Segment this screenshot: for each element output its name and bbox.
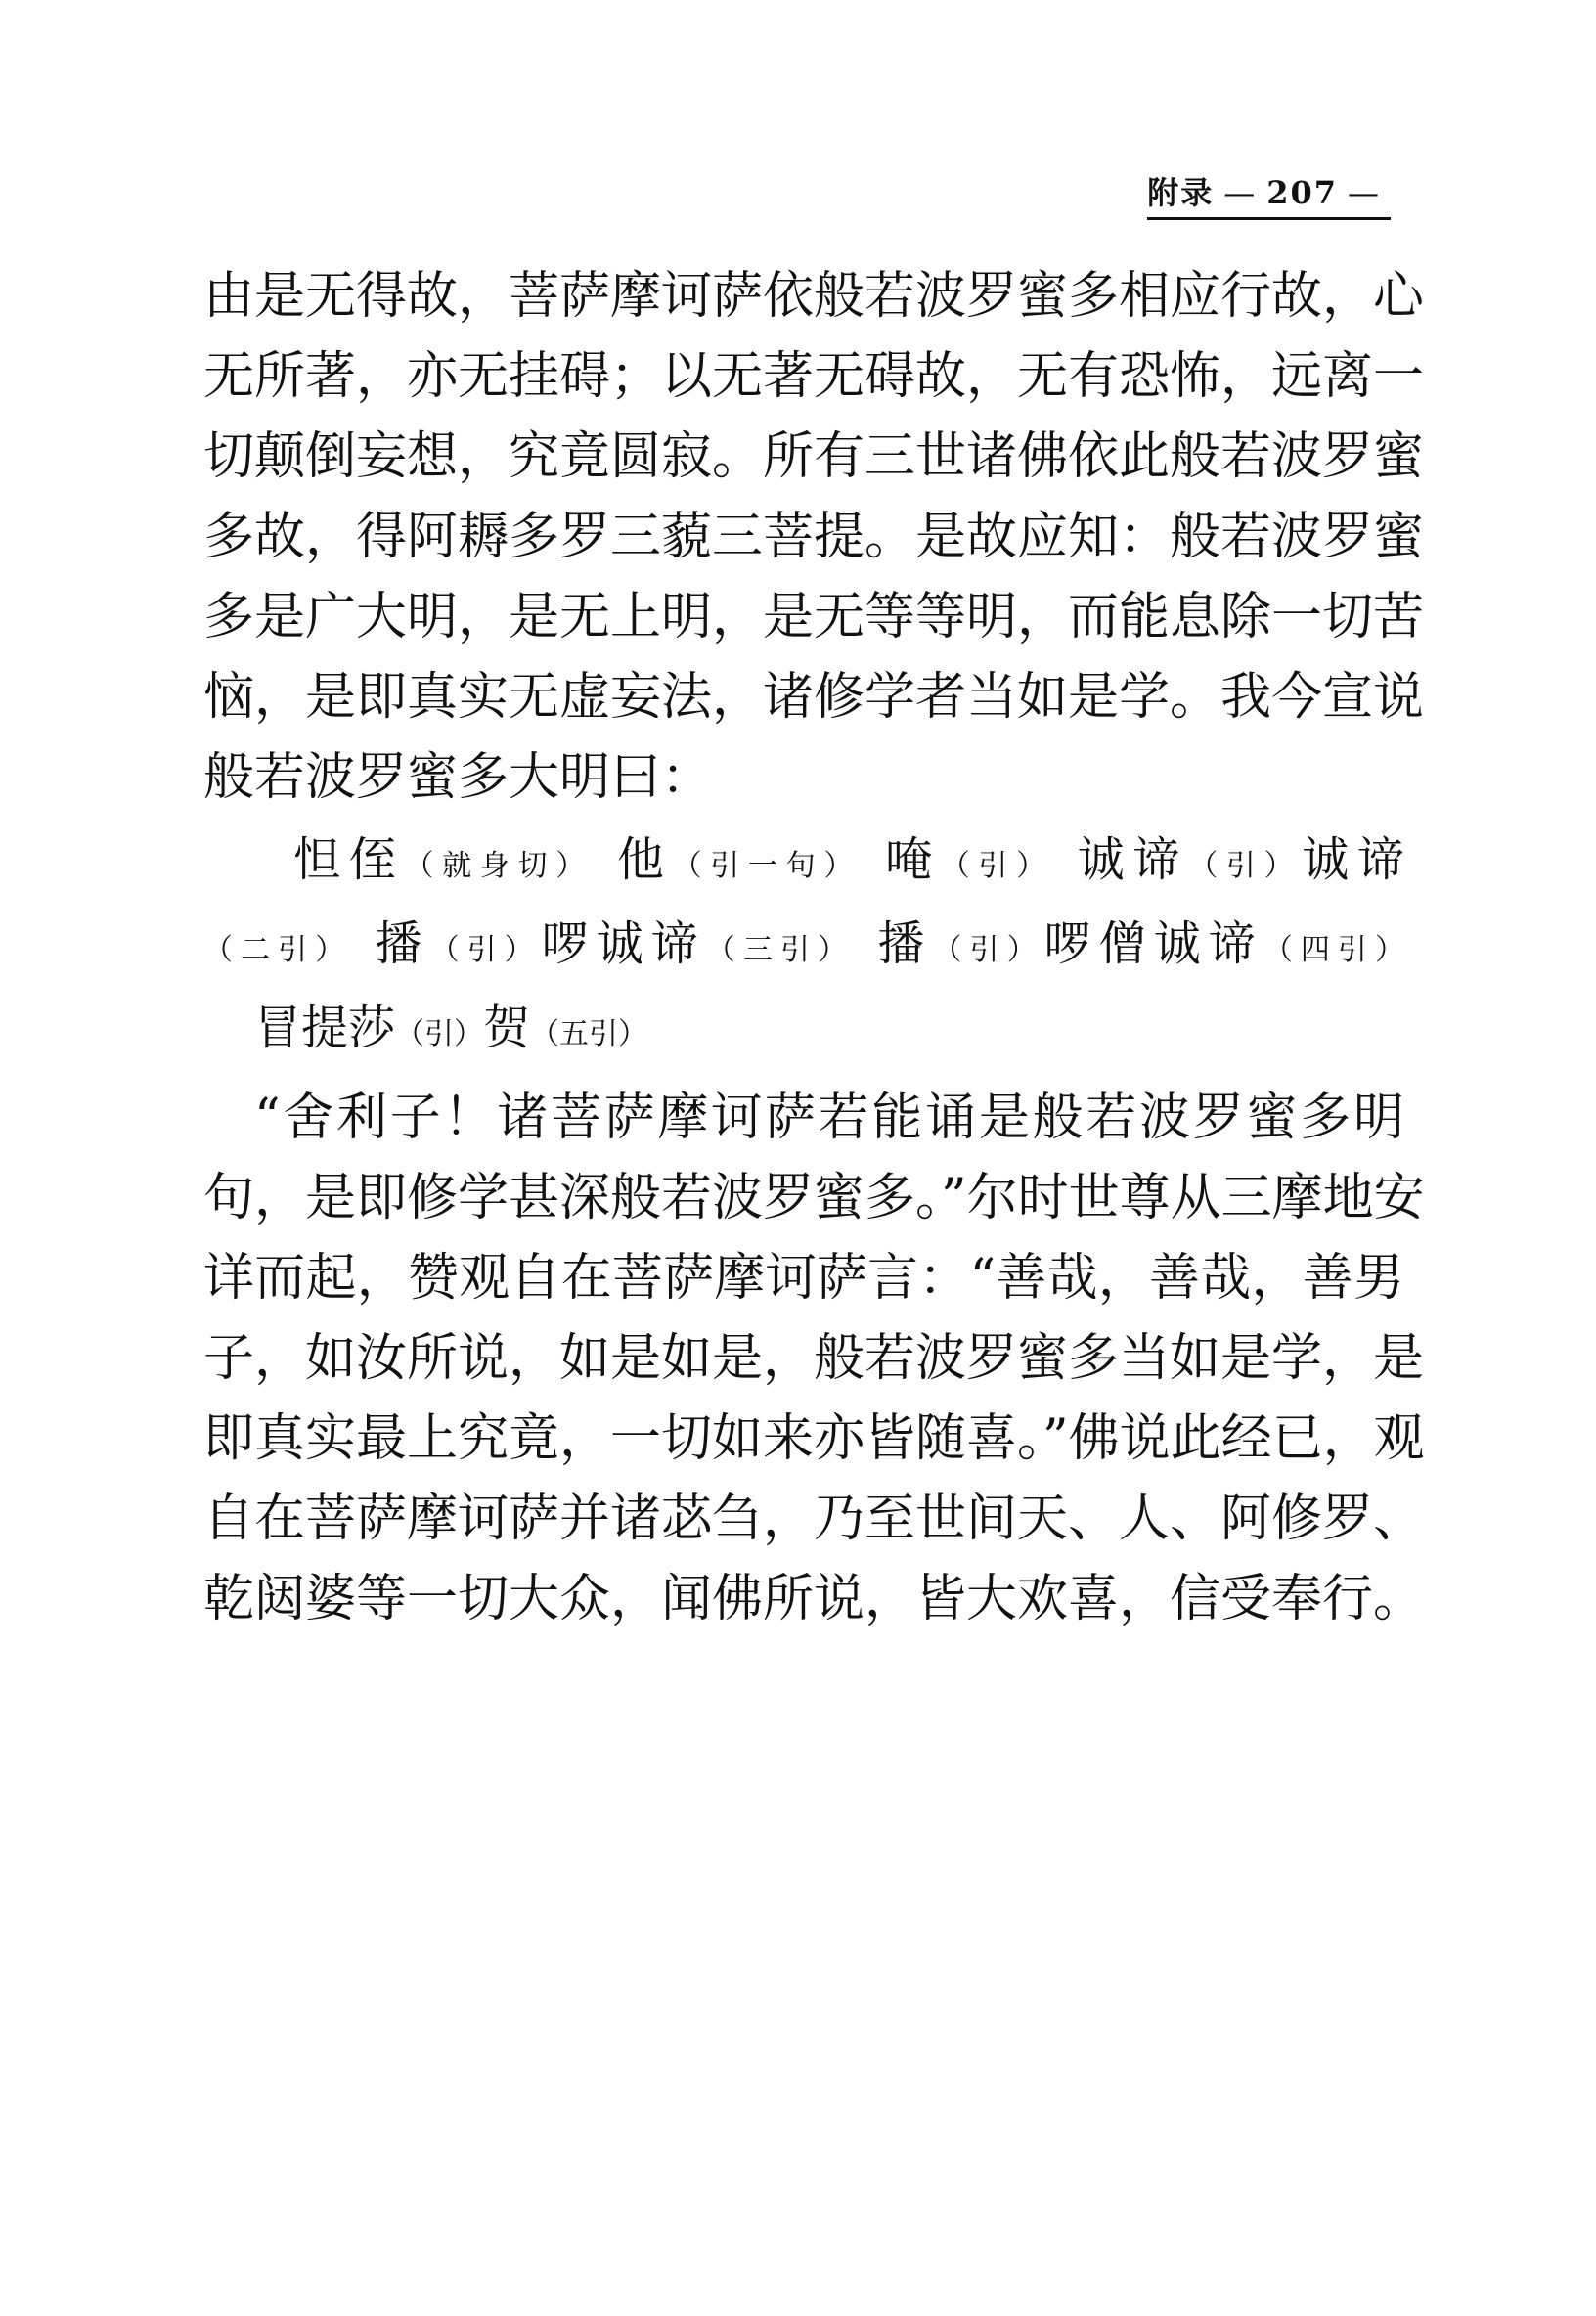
page-header (1147, 168, 1391, 220)
mantra-word: 播 (375, 916, 430, 971)
mantra-word: 啰诚谛 (541, 916, 706, 971)
mantra-note: （引） (429, 933, 542, 967)
mantra-line-2 (203, 902, 1404, 986)
mantra-line-1 (203, 818, 1404, 902)
header-dash-left: — (1223, 174, 1258, 211)
text-line: 子，如汝所说，如是如是，般若波罗蜜多当如是学，是 (203, 1329, 1425, 1388)
mantra-note: （三引） (705, 933, 856, 967)
body-text (203, 256, 1425, 1639)
mantra-word: 贺 (483, 1001, 531, 1055)
text-line: 句，是即修学甚深般若波罗蜜多。”尔时世尊从三摩地安 (203, 1169, 1425, 1227)
mantra-line-3 (203, 986, 1404, 1070)
mantra-word: 唵 (885, 832, 941, 887)
mantra-word: 怛 (293, 832, 349, 887)
text-line: 般若波罗蜜多大明曰： (203, 748, 713, 807)
header-dash-right: — (1348, 174, 1381, 211)
text-line: 由是无得故，菩萨摩诃萨依般若波罗蜜多相应行故，心 (203, 267, 1425, 326)
text-line: 乾闼婆等一切大众，闻佛所说，皆大欢喜，信受奉行。 (203, 1570, 1425, 1628)
mantra-note: （二引） (203, 933, 353, 967)
mantra-word: 侄 (348, 832, 405, 887)
mantra-note: （引） (1188, 849, 1303, 883)
mantra-word: 播 (877, 916, 933, 971)
text-line: 多故，得阿耨多罗三藐三菩提。是故应知：般若波罗蜜 (203, 508, 1425, 566)
text-line: 多是广大明，是无上明，是无等等明，而能息除一切苦 (203, 588, 1425, 646)
mantra-note: （引） (940, 849, 1054, 883)
mantra-note: （五引） (530, 1017, 648, 1051)
mantra-word: 啰僧诚谛 (1043, 916, 1264, 971)
text-line: “舍利子！诸菩萨摩诃萨若能诵是般若波罗蜜多明 (254, 1089, 1404, 1147)
mantra-word: 诚谛 (1077, 832, 1189, 887)
text-line: 恼，是即真实无虚妄法，诸修学者当如是学。我今宣说 (203, 668, 1425, 727)
mantra-note: （引） (932, 933, 1044, 967)
mantra-note: （引一句） (672, 849, 863, 883)
text-line: 无所著，亦无挂碍；以无著无碍故，无有恐怖，远离一 (203, 347, 1425, 406)
mantra-word: 他 (616, 832, 673, 887)
mantra-note: （就身切） (404, 849, 594, 883)
header-section: 附录 (1147, 174, 1215, 211)
text-line: 切颠倒妄想，究竟圆寂。所有三世诸佛依此般若波罗蜜 (203, 427, 1425, 486)
text-line: 即真实最上究竟，一切如来亦皆随喜。”佛说此经已，观 (203, 1409, 1425, 1468)
text-line: 详而起，赞观自在菩萨摩诃萨言：“善哉，善哉，善男 (203, 1249, 1404, 1308)
mantra-note: （四引） (1263, 933, 1404, 967)
page-number: 207 (1266, 174, 1338, 211)
mantra-word: 冒提莎 (254, 1001, 396, 1055)
mantra-word: 诚谛 (1302, 832, 1404, 887)
mantra-note: （引） (395, 1017, 484, 1051)
text-line: 自在菩萨摩诃萨并诸苾刍，乃至世间天、人、阿修罗、 (203, 1490, 1425, 1548)
